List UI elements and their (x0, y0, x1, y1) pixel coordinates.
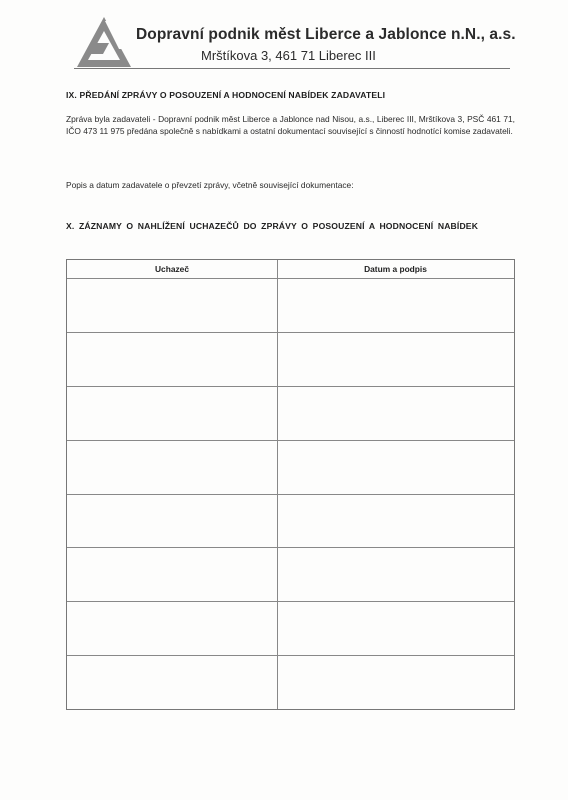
company-name: Dopravní podnik měst Liberce a Jablonce n.N., a.s. (136, 26, 516, 43)
table-row-divider (67, 547, 514, 548)
header-divider (74, 68, 510, 69)
table-row-divider (67, 494, 514, 495)
table-row-divider (67, 332, 514, 333)
section-9-paragraph: Zpráva byla zadavateli - Dopravní podnik měst Liberce a Jablonce nad Nisou, a.s., Liberec III, Mrštíkova 3, PSČ 461 71, IČO 473 11 975 předána společně s nabídkami a ostatní dokumentací související s činností hodnotící komise zadavateli. (66, 114, 515, 137)
table-row-divider (67, 655, 514, 656)
section-9-signature-note: Popis a datum zadavatele o převzetí zprávy, včetně související dokumentace: (66, 180, 354, 190)
table-row-divider (67, 440, 514, 441)
company-logo-icon (76, 16, 132, 68)
column-header-applicant: Uchazeč (155, 264, 189, 274)
table-row-divider (67, 601, 514, 602)
section-10-title: X. ZÁZNAMY O NAHLÍŽENÍ UCHAZEČŮ DO ZPRÁVY O POSOUZENÍ A HODNOCENÍ NABÍDEK (66, 221, 479, 231)
column-divider (277, 260, 278, 709)
company-address: Mrštíkova 3, 461 71 Liberec III (201, 48, 376, 63)
column-header-date-signature: Datum a podpis (364, 264, 427, 274)
inspection-records-table (66, 259, 515, 710)
header-row-divider (67, 278, 514, 279)
table-row-divider (67, 386, 514, 387)
section-9-title: IX. PŘEDÁNÍ ZPRÁVY O POSOUZENÍ A HODNOCENÍ NABÍDEK ZADAVATELI (66, 90, 386, 100)
